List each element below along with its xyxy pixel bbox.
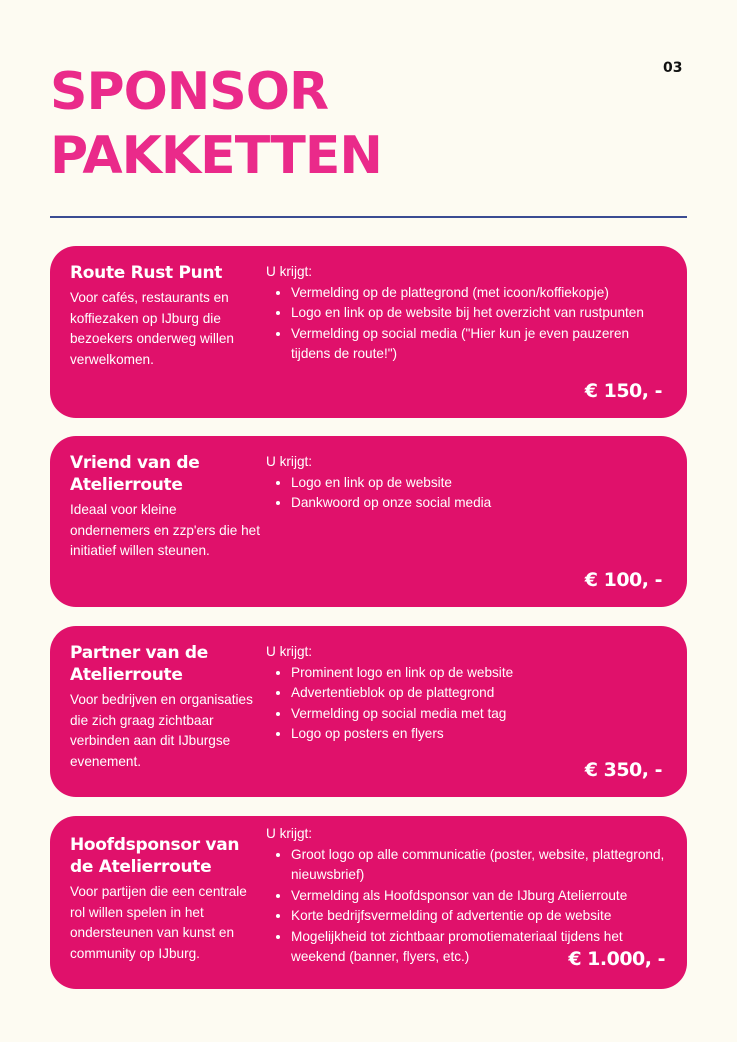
package-card-vriend xyxy=(50,436,687,607)
package-description: Voor partijen die een centrale rol willen spelen in het ondersteunen van kunst en community op IJburg. xyxy=(70,884,247,961)
benefit-item: • Logo en link op de website bij het overzicht van rustpunten xyxy=(291,303,669,324)
benefits-list xyxy=(266,663,669,745)
benefit-item: • Prominent logo en link op de website xyxy=(291,663,669,684)
package-description: Voor cafés, restaurants en koffiezaken op IJburg die bezoekers onderweg willen verwelkomen. xyxy=(70,290,234,367)
benefit-item: • Vermelding als Hoofdsponsor van de IJburg Atelierroute xyxy=(291,886,669,907)
package-price: € 150, - xyxy=(584,380,662,402)
package-price: € 100, - xyxy=(584,569,662,591)
benefit-item: • Logo en link op de website xyxy=(291,473,669,494)
package-price: € 1.000, - xyxy=(568,948,665,970)
page-title xyxy=(50,60,382,188)
title-divider xyxy=(50,216,687,218)
benefit-item: • Korte bedrijfsvermelding of advertentie op de website xyxy=(291,906,669,927)
package-card-partner xyxy=(50,626,687,797)
benefits-heading: U krijgt: xyxy=(266,264,313,279)
package-description: Voor bedrijven en organisaties die zich graag zichtbaar verbinden aan dit IJburgse evenement. xyxy=(70,692,253,769)
benefit-item: • Mogelijkheid tot zichtbaar promotiemateriaal tijdens het weekend (banner, flyers, etc.) xyxy=(291,927,669,968)
benefit-item: • Dankwoord op onze social media xyxy=(291,493,669,514)
benefits-list xyxy=(266,283,669,365)
benefits-heading: U krijgt: xyxy=(266,644,313,659)
benefit-item: • Logo op posters en flyers xyxy=(291,724,669,745)
package-price: € 350, - xyxy=(584,759,662,781)
benefit-item: • Vermelding op de plattegrond (met icoon/koffiekopje) xyxy=(291,283,669,304)
benefits-list xyxy=(266,473,669,514)
page-title-line-1: SPONSOR xyxy=(50,62,328,122)
package-name: Vriend van de Atelierroute xyxy=(70,453,200,495)
page-number: 03 xyxy=(663,60,683,76)
package-name: Route Rust Punt xyxy=(70,263,223,283)
benefit-item: • Vermelding op social media ("Hier kun je even pauzeren tijdens de route!") xyxy=(291,324,669,365)
benefits-heading: U krijgt: xyxy=(266,826,313,841)
package-description: Ideaal voor kleine ondernemers en zzp'ers die het initiatief willen steunen. xyxy=(70,502,260,558)
package-name: Partner van de Atelierroute xyxy=(70,643,208,685)
package-card-route-rust-punt xyxy=(50,246,687,418)
package-card-hoofdsponsor xyxy=(50,816,687,989)
package-name: Hoofdsponsor van de Atelierroute xyxy=(70,835,240,877)
benefit-item: • Advertentieblok op de plattegrond xyxy=(291,683,669,704)
benefits-heading: U krijgt: xyxy=(266,454,313,469)
benefit-item: • Vermelding op social media met tag xyxy=(291,704,669,725)
page-title-line-2: PAKKETTEN xyxy=(50,126,382,186)
benefit-item: • Groot logo op alle communicatie (poster, website, plattegrond, nieuwsbrief) xyxy=(291,845,669,886)
